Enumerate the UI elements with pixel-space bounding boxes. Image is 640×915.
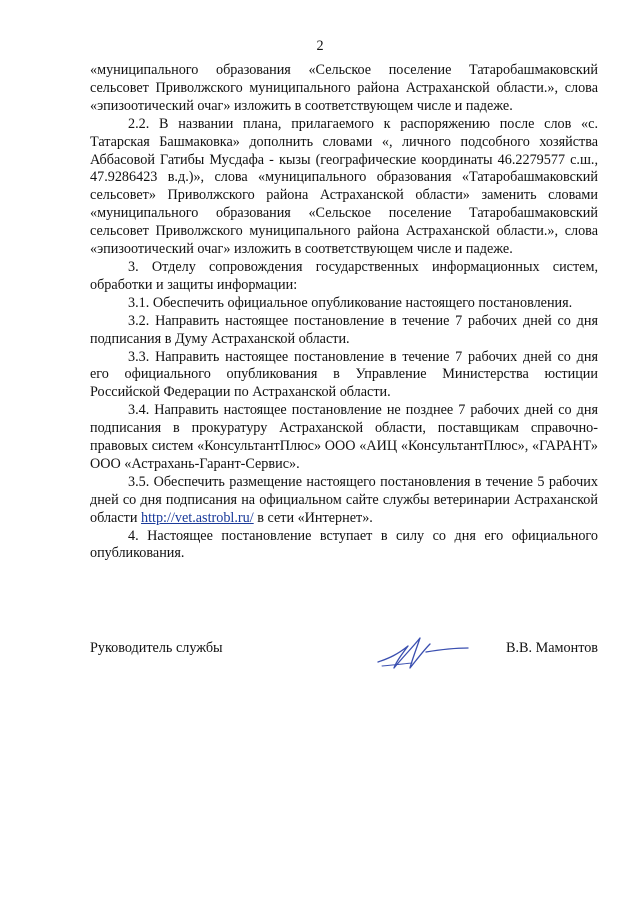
document-body xyxy=(90,62,598,563)
paragraph-continuation: «муниципального образования «Сельское поселение Татаробашмаковский сельсовет Приволжского муниципального района Астраханской области.», слова «эпизоотический очаг» изложить в соответствующем числе и падеже. xyxy=(90,62,598,114)
paragraph-3: 3. Отделу сопровождения государственных информационных систем, обработки и защиты информации: xyxy=(90,258,598,293)
handwritten-signature xyxy=(372,628,472,674)
signatory-name: В.В. Мамонтов xyxy=(506,640,598,656)
paragraph-2-2: 2.2. В названии плана, прилагаемого к распоряжению после слов «с. Татарская Башмаковка» дополнить словами «, личного подсобного хозяйства Аббасовой Гатибы Мусдафа - кызы (географические координаты 46.2279577 с.ш., 47.9286423 в.д.)», слова «муниципального образования «Татаробашмаковский сельсовет» Приволжского района Астраханской области» заменить словами «муниципального образования «Сельское поселение Татаробашмаковский сельсовет Приволжского муниципального района Астраханской области.», слова «эпизоотический очаг» изложить в соответствующем числе и падеже. xyxy=(90,115,598,258)
page-number: 2 xyxy=(316,38,324,54)
paragraph-4: 4. Настоящее постановление вступает в силу со дня его официального опубликования. xyxy=(90,527,598,562)
vet-website-link[interactable]: http://vet.astrobl.ru/ xyxy=(140,509,254,526)
paragraph-3-2: 3.2. Направить настоящее постановление в течение 7 рабочих дней со дня подписания в Думу Астраханской области. xyxy=(90,312,598,347)
paragraph-3-5 xyxy=(90,474,598,528)
signature-block xyxy=(90,640,598,680)
paragraph-3-1: 3.1. Обеспечить официальное опубликование настоящего постановления. xyxy=(128,294,573,311)
signatory-title: Руководитель службы xyxy=(90,640,223,656)
paragraph-3-3: 3.3. Направить настоящее постановление в течение 7 рабочих дней со дня его официального опубликования в Управление Министерства юстиции Российской Федерации по Астраханской области. xyxy=(90,348,598,401)
paragraph-3-5-tail: в сети «Интернет». xyxy=(253,509,373,526)
paragraph-3-4: 3.4. Направить настоящее постановление не позднее 7 рабочих дней со дня подписания в прокуратуру Астраханской области, поставщикам справочно-правовых систем «КонсультантПлюс» ООО «АИЦ «КонсультантПлюс», «ГАРАНТ» ООО «Астрахань-Гарант-Сервис». xyxy=(90,402,598,472)
paragraph-3-5-text: 3.5. Обеспечить размещение настоящего постановления в течение 5 рабочих дней со дня подписания на официальном сайте службы ветеринарии Астраханской области xyxy=(90,473,598,526)
